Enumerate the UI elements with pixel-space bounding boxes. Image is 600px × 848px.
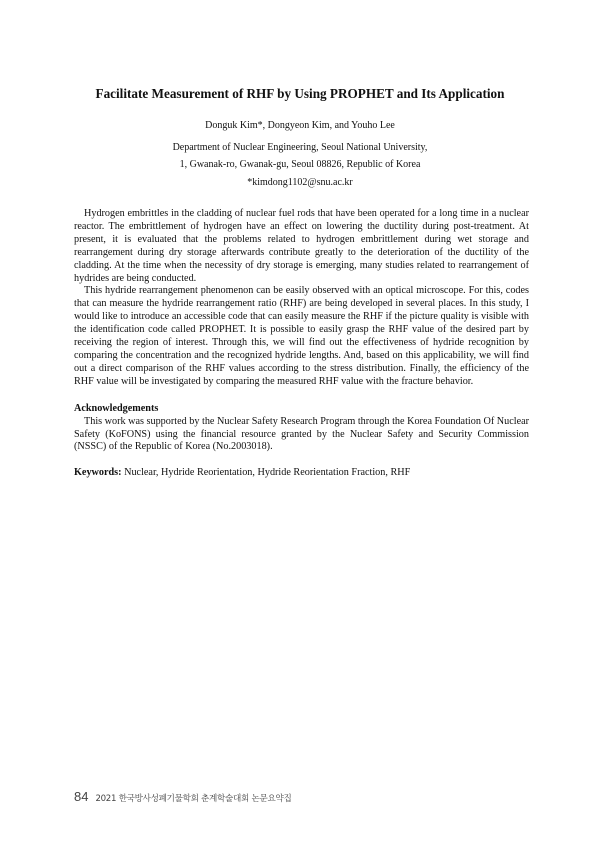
journal-name: 2021 한국방사성폐기물학회 춘계학술대회 논문요약집 xyxy=(95,794,292,804)
keywords-text: Nuclear, Hydride Reorientation, Hydride Reorientation Fraction, RHF xyxy=(121,467,411,479)
acknowledgements-heading: Acknowledgements xyxy=(74,402,159,414)
corresponding-email: *kimdong1102@snu.ac.kr xyxy=(247,177,353,188)
affiliation-address: 1, Gwanak-ro, Gwanak-gu, Seoul 08826, Republic of Korea xyxy=(179,159,421,170)
keywords-line xyxy=(74,467,529,480)
paper-title: Facilitate Measurement of RHF by Using PROPHET and Its Application xyxy=(95,86,505,101)
page-number: 84 xyxy=(74,789,89,804)
affiliation-department: Department of Nuclear Engineering, Seoul National University, xyxy=(172,142,428,153)
keywords-label: Keywords: xyxy=(74,467,122,479)
acknowledgements-text: This work was supported by the Nuclear Safety Research Program through the Korea Foundation Of Nuclear Safety (KoFONS) using the financial resource granted by the Nuclear Safety and Security Commission (NSSC) of the Republic of Korea (No.2003018). xyxy=(74,415,530,453)
abstract-paragraph: Hydrogen embrittles in the cladding of nuclear fuel rods that have been operated for a long time in a nuclear reactor. The embrittlement of hydrogen have an effect on lowering the ductility during post-treatment. At present, it is evaluated that the problems related to hydrogen embrittlement during wet storage and rearrangement during dry storage afterwards contribute greatly to the deterioration of the ductility of the cladding. At the time when the necessity of dry storage is emerging, many studies related to rearrangement of hydrides are being conducted. xyxy=(74,208,529,284)
author-list: Donguk Kim*, Dongyeon Kim, and Youho Lee xyxy=(205,120,395,131)
abstract-paragraph: This hydride rearrangement phenomenon can be easily observed with an optical microscope. For this, codes that can measure the hydride rearrangement ratio (RHF) are being developed in several places. In this study, I would like to introduce an accessible code that can easily measure the RHF if the picture quality is visible with the identification code called PROPHET. It is possible to easily grasp the RHF value of the desired part by receiving the region of interest. Through this, we will find out the effectiveness of hydride recognition by comparing the concentration and the recognized hydride lengths. And, based on this applicability, we will find out a direct comparison of the RHF values according to the stress distribution. Finally, the efficiency of the RHF value will be investigated by comparing the measured RHF value with the fracture behavior. xyxy=(74,285,529,387)
page-footer xyxy=(74,789,291,809)
abstract-body xyxy=(74,208,529,480)
